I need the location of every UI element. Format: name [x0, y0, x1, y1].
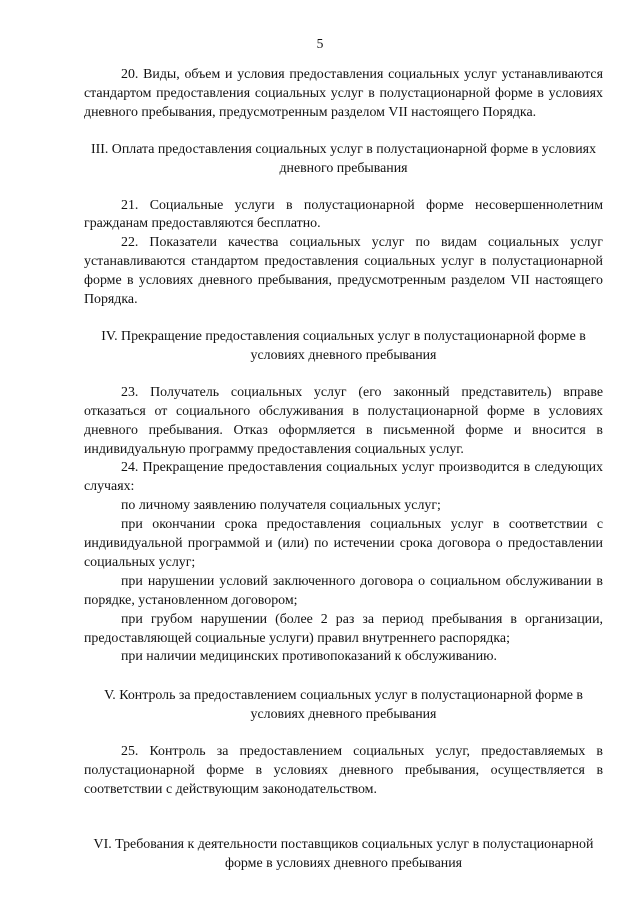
list-item-personal-request: по личному заявлению получателя социальных услуг; — [121, 498, 441, 514]
list-item-medical-contraindications: при наличии медицинских противопоказаний к обслуживанию. — [121, 649, 497, 665]
paragraph-20: 20. Виды, объем и условия предоставления социальных услуг устанавливаются стандартом предоставления социальных услуг в полустационарной форме в условиях дневного пребывания, предусмотренным разделом VII настоящего Порядка. — [84, 67, 603, 120]
section-heading-iv: IV. Прекращение предоставления социальных услуг в полустационарной форме в условиях дневного пребывания — [101, 328, 586, 363]
paragraph-22: 22. Показатели качества социальных услуг по видам социальных услуг устанавливаются стандартом предоставления социальных услуг в полустационарной форме в условиях дневного пребывания, предусмотренным разделом VII настоящего Порядка. — [84, 235, 603, 308]
section-heading-iii: III. Оплата предоставления социальных услуг в полустационарной форме в условиях дневного пребывания — [90, 141, 597, 176]
paragraph-24: 24. Прекращение предоставления социальных услуг производится в следующих случаях: — [84, 460, 603, 495]
section-heading-v: V. Контроль за предоставлением социальных услуг в полустационарной форме в условиях дневного пребывания — [104, 688, 583, 723]
section-heading-vi: VI. Требования к деятельности поставщиков социальных услуг в полустационарной форме в условиях дневного пребывания — [93, 836, 594, 871]
list-item-rules-violation: при грубом нарушении (более 2 раз за период пребывания в организации, предоставляющей социальные услуги) правил внутреннего распорядка; — [84, 611, 603, 646]
page-number: 5 — [316, 36, 324, 51]
paragraph-25: 25. Контроль за предоставлением социальных услуг, предоставляемых в полустационарной форме в условиях дневного пребывания, осуществляется в соответствии с действующим законодательством. — [84, 744, 603, 797]
paragraph-21: 21. Социальные услуги в полустационарной форме несовершеннолетним гражданам предоставляются бесплатно. — [84, 197, 603, 232]
list-item-term-expiry: при окончании срока предоставления социальных услуг в соответствии с индивидуальной программой и (или) по истечении срока договора о предоставлении социальных услуг; — [84, 517, 603, 570]
document-body — [84, 66, 603, 874]
list-item-contract-breach: при нарушении условий заключенного договора о социальном обслуживании в порядке, установленном договором; — [84, 573, 603, 608]
paragraph-23: 23. Получатель социальных услуг (его законный представитель) вправе отказаться от социального обслуживания в полустационарной форме в условиях дневного пребывания. Отказ оформляется в письменной форме и вносится в индивидуальную программу предоставления социальных услуг. — [84, 384, 603, 457]
